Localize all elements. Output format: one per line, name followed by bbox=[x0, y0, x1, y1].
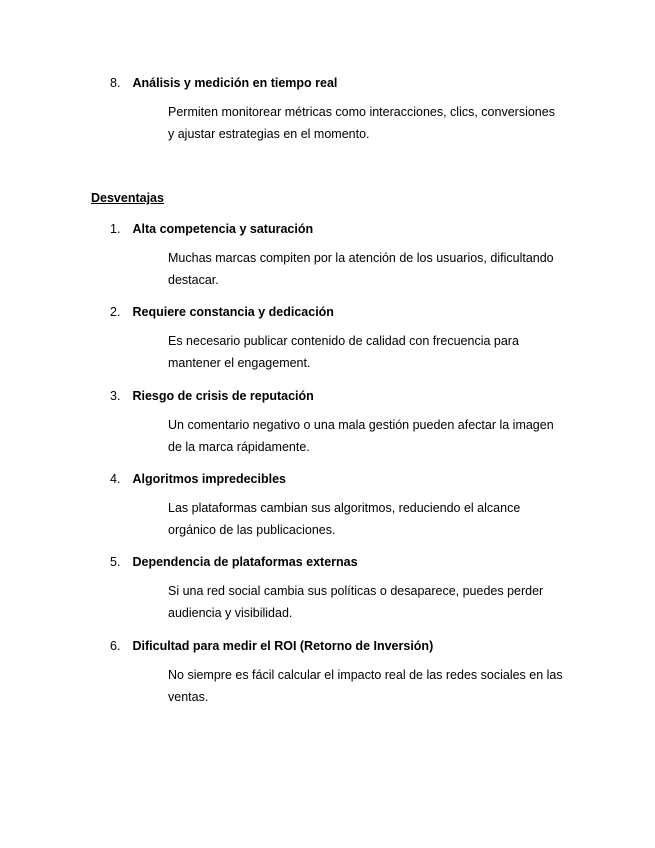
list-item-number: 4. bbox=[110, 472, 121, 486]
list-item-title: Análisis y medición en tiempo real bbox=[132, 76, 338, 90]
list-item-number: 8. bbox=[110, 76, 121, 90]
list-item-title: Requiere constancia y dedicación bbox=[132, 305, 334, 319]
list-item-title: Algoritmos impredecibles bbox=[132, 472, 286, 486]
list-item-header bbox=[110, 387, 580, 405]
list-item-number: 2. bbox=[110, 305, 121, 319]
list-item-description: Permiten monitorear métricas como interacciones, clics, conversiones y ajustar estrategias en el momento. bbox=[168, 105, 555, 141]
list-item-number: 5. bbox=[110, 555, 121, 569]
list-item-title: Dificultad para medir el ROI (Retorno de Inversión) bbox=[132, 639, 434, 653]
list-item-header bbox=[110, 220, 580, 238]
section-heading-desventajas: Desventajas bbox=[91, 191, 164, 205]
list-item-header bbox=[110, 74, 580, 92]
list-item-header bbox=[110, 553, 580, 571]
list-item-header bbox=[110, 470, 580, 488]
list-item-title: Dependencia de plataformas externas bbox=[132, 555, 358, 569]
list-item-description: Si una red social cambia sus políticas o desaparece, puedes perder audiencia y visibilidad. bbox=[168, 584, 544, 620]
list-item-description: Es necesario publicar contenido de calidad con frecuencia para mantener el engagement. bbox=[168, 334, 519, 370]
list-item-dependencia bbox=[110, 553, 580, 624]
list-item-roi bbox=[110, 637, 580, 708]
list-item-number: 6. bbox=[110, 639, 121, 653]
list-item-algoritmos bbox=[110, 470, 580, 541]
list-item-competencia bbox=[110, 220, 580, 291]
list-item-number: 3. bbox=[110, 389, 121, 403]
list-item-reputacion bbox=[110, 387, 580, 458]
list-item-title: Riesgo de crisis de reputación bbox=[132, 389, 314, 403]
list-item-description: No siempre es fácil calcular el impacto real de las redes sociales en las ventas. bbox=[168, 668, 563, 704]
list-item-description: Un comentario negativo o una mala gestión pueden afectar la imagen de la marca rápidamente. bbox=[168, 418, 554, 454]
list-item-header bbox=[110, 303, 580, 321]
list-item-analisis bbox=[110, 74, 580, 145]
list-item-constancia bbox=[110, 303, 580, 374]
list-item-description: Las plataformas cambian sus algoritmos, reduciendo el alcance orgánico de las publicaciones. bbox=[168, 501, 521, 537]
list-item-title: Alta competencia y saturación bbox=[132, 222, 314, 236]
list-item-description: Muchas marcas compiten por la atención de los usuarios, dificultando destacar. bbox=[168, 251, 554, 287]
list-item-header bbox=[110, 637, 580, 655]
list-item-number: 1. bbox=[110, 222, 121, 236]
